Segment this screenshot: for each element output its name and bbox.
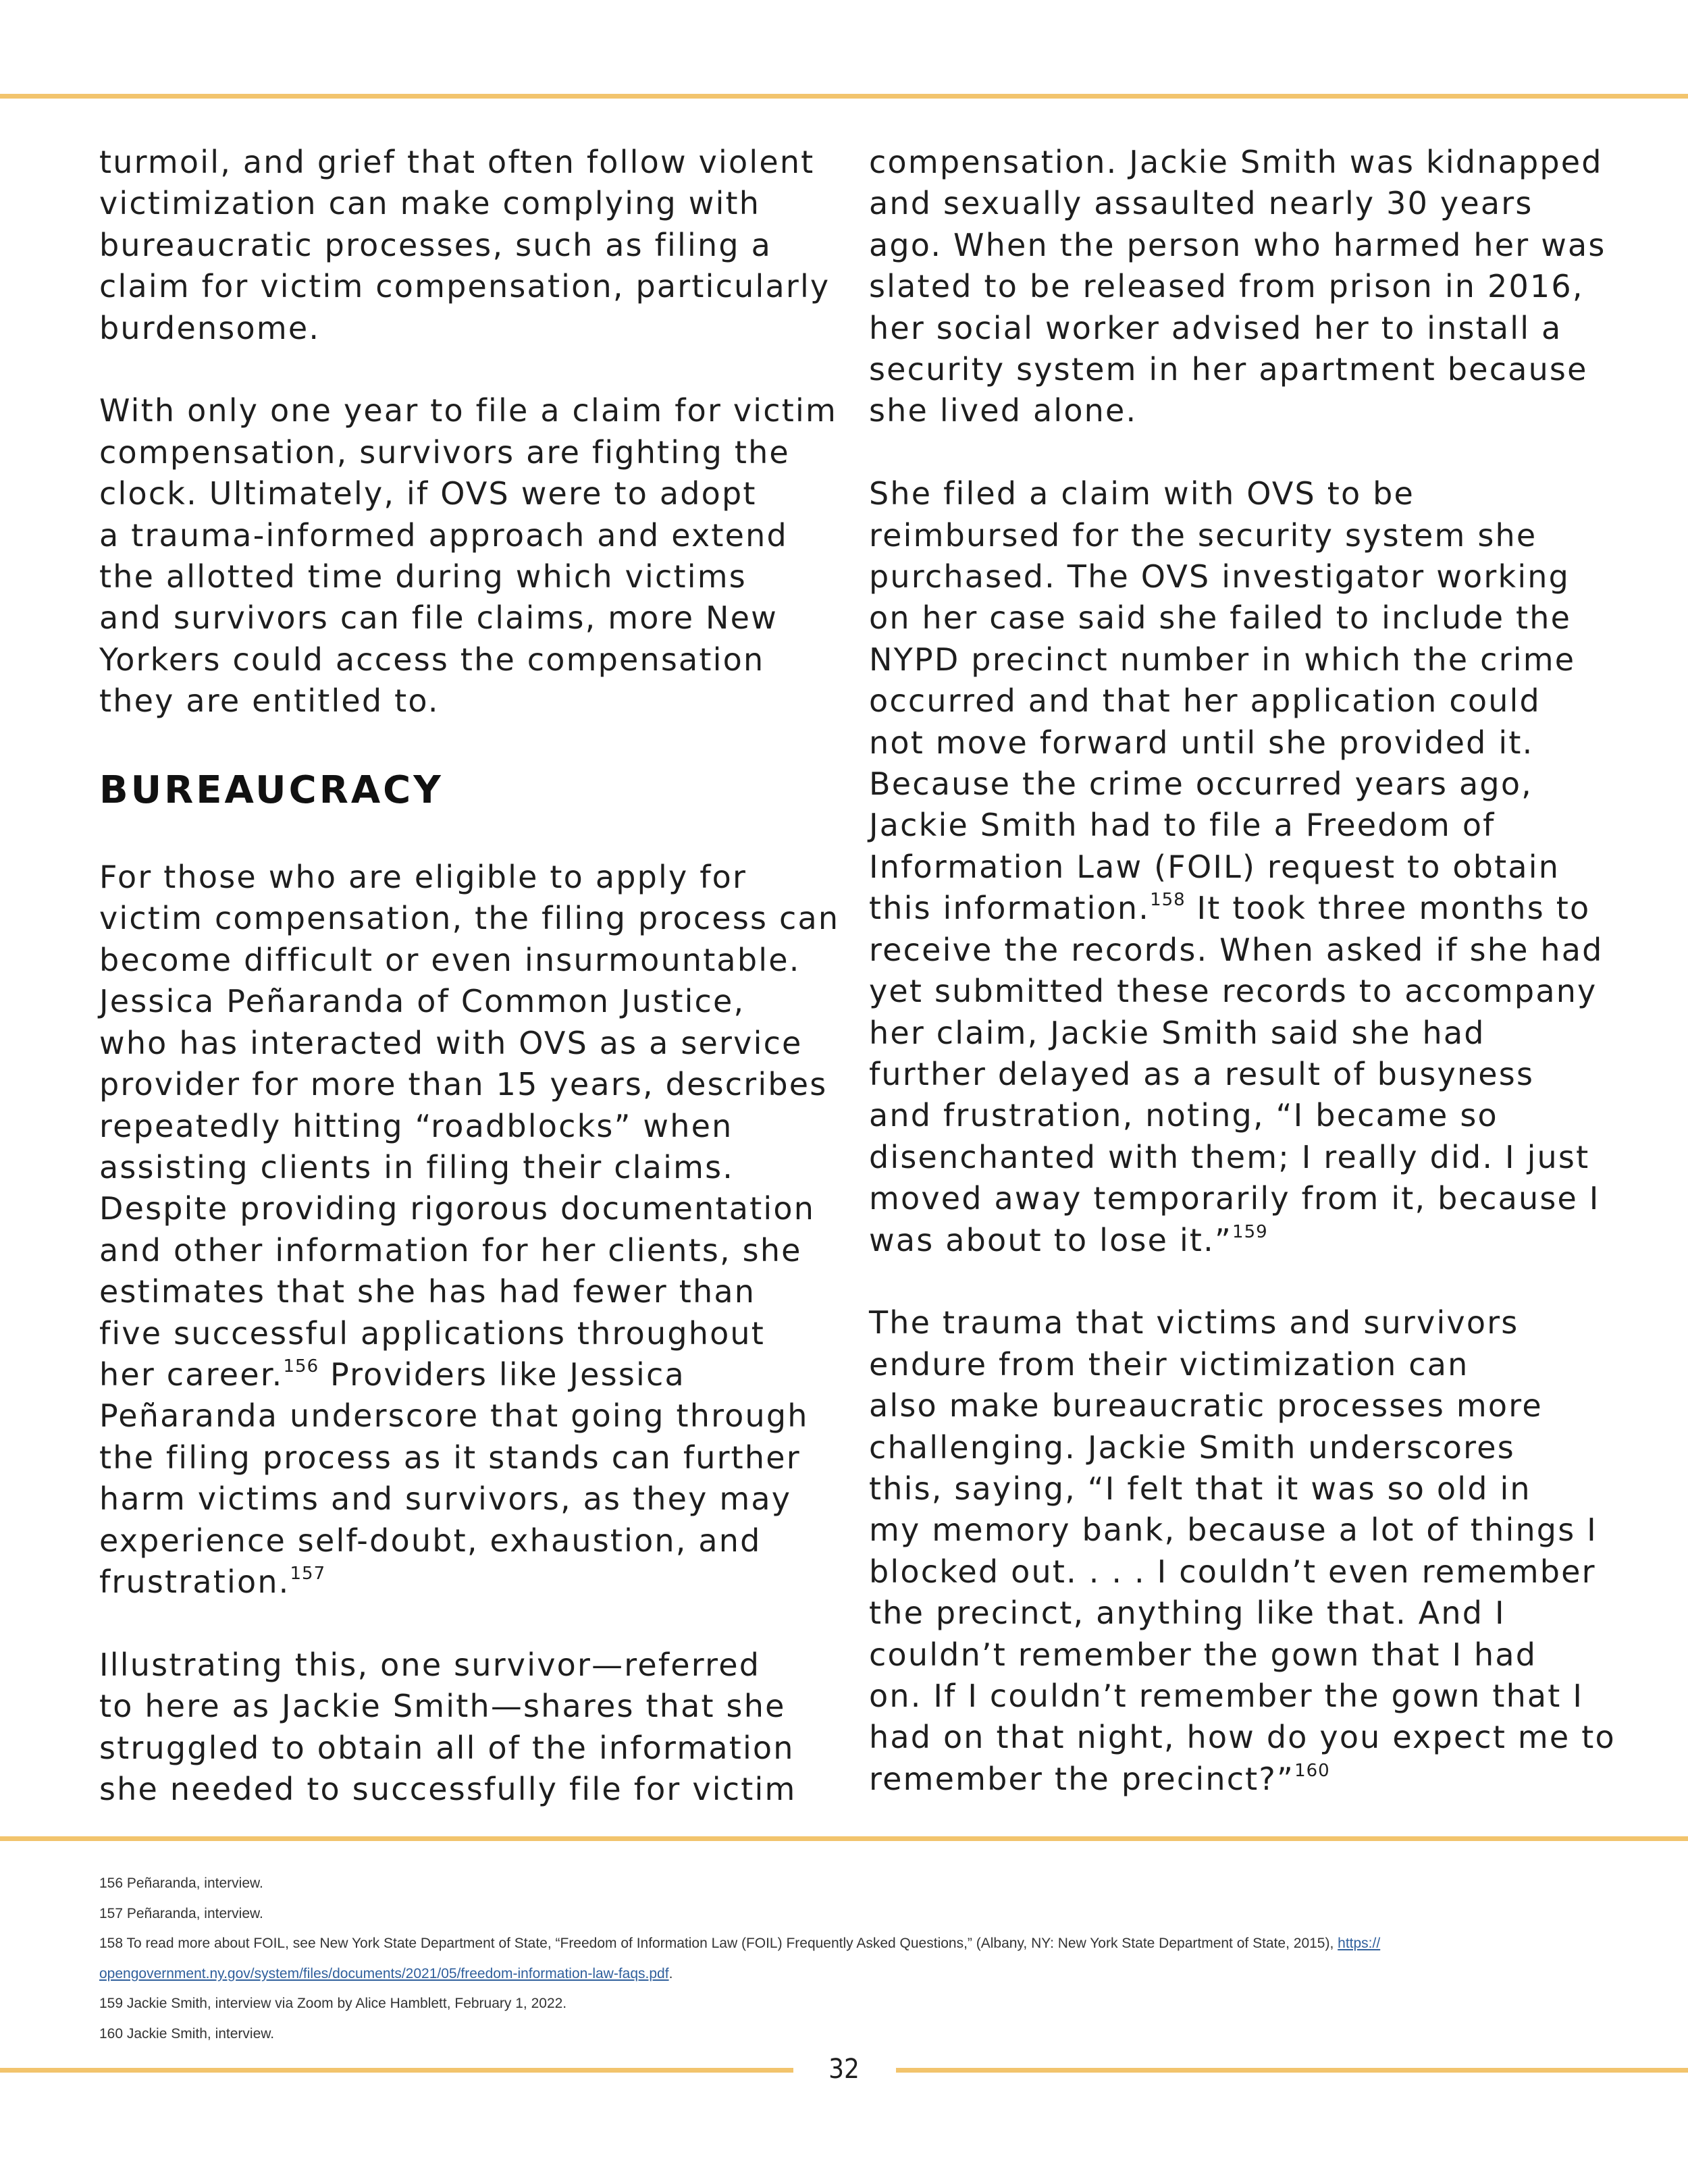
page-number: 32 [828,2054,860,2085]
footnote-ref-157[interactable]: 157 [290,1563,326,1584]
left-paragraph-3 [99,857,869,1603]
left-paragraph-1: turmoil, and grief that often follow violent victimization can make complying with bureaucratic processes, such as filing a claim for victim compensation, particularly burdensome. [99,144,830,346]
footnote-ref-160[interactable]: 160 [1294,1760,1330,1781]
left-paragraph-3b: Providers like Jessica Peñaranda underscore that going through the filing process as it stands can further harm victims and survivors, as they may experience self-doubt, exhaustion, and frustration. [99,1356,809,1600]
footnote-160: 160 Jackie Smith, interview. [99,2025,275,2042]
right-paragraph-1: compensation. Jackie Smith was kidnapped and sexually assaulted nearly 30 years ago. When the person who harmed her was slated to be released from prison in 2016, her social worker advised her to install a security system in her apartment because she lived alone. [869,144,1606,429]
footnote-158-text: 158 To read more about FOIL, see New York State Department of State, “Freedom of Information Law (FOIL) Frequently Asked Questions,” (Albany, NY: New York State Department of State, 2015), [99,1936,1338,1951]
right-paragraph-2a: She filed a claim with OVS to be reimbursed for the security system she purchased. The OVS investigator working on her case said she failed to include the NYPD precinct number in which the crime occurred and that her application could not move forward until she provided it. Because the crime occurred years ago, Jackie Smith had to file a Freedom of Information Law (FOIL) request to obtain this information. [869,475,1576,927]
footnote-157: 157 Peñaranda, interview. [99,1905,263,1921]
right-paragraph-2b: It took three months to receive the records. When asked if she had yet submitted these records to accompany her claim, Jackie Smith said she had further delayed as a result of busyness and frustration, noting, “I became so disenchanted with them; I really did. I just moved away temporarily from it, because I was about to lose it.” [869,890,1604,1258]
footnotes [99,1869,1618,2049]
section-heading: BUREAUCRACY [99,768,444,813]
left-paragraph-4: Illustrating this, one survivor—referred to here as Jackie Smith—shares that she struggled to obtain all of the information she needed to successfully file for victim [99,1646,797,1807]
left-paragraph-3a: For those who are eligible to apply for victim compensation, the filing process can become difficult or even insurmountable. Jessica Peñaranda of Common Justice, who has interacted with OVS as a service provider for more than 15 years, describes repeatedly hitting “roadblocks” when assisting clients in filing their claims. Despite providing rigorous documentation and other information for her clients, she estimates that she has had fewer than five successful applications throughout her career. [99,859,840,1393]
top-rule [0,94,1688,99]
footnote-separator-rule [0,1836,1688,1841]
footnote-ref-159[interactable]: 159 [1232,1221,1268,1242]
right-column [869,142,1618,1842]
footnote-158-end: . [668,1965,673,1981]
foil-faq-link-part2[interactable]: opengovernment.ny.gov/system/files/documents/2021/05/freedom-information-law-faqs.pdf [99,1965,669,1981]
right-paragraph-3 [869,1302,1618,1800]
footnote-158 [99,1929,1618,1959]
footnote-156: 156 Peñaranda, interview. [99,1875,263,1891]
right-paragraph-2 [869,473,1618,1261]
left-paragraph-2: With only one year to file a claim for victim compensation, survivors are fighting the clock. Ultimately, if OVS were to adopt a trauma-informed approach and extend the allotted time during which victims and survivors can file claims, more New Yorkers could access the compensation they are entitled to. [99,392,838,720]
footnote-159: 159 Jackie Smith, interview via Zoom by Alice Hamblett, February 1, 2022. [99,1996,567,2011]
bottom-rule-left [0,2068,793,2073]
footnote-158-continued [99,1959,1618,1990]
right-paragraph-3a: The trauma that victims and survivors endure from their victimization can also make bureaucratic processes more challenging. Jackie Smith underscores this, saying, “I felt that it was so old in my memory bank, because a lot of things I blocked out. . . . I couldn’t even remember the precinct, anything like that. And I couldn’t remember the gown that I had on. If I couldn’t remember the gown that I had on that night, how do you expect me to remember the precinct?” [869,1304,1616,1797]
bottom-rule-right [896,2068,1688,2073]
footnote-ref-156[interactable]: 156 [283,1356,319,1377]
footnote-ref-158[interactable]: 158 [1150,890,1186,911]
left-column [99,142,869,1852]
foil-faq-link-part1[interactable]: https:// [1338,1936,1381,1951]
